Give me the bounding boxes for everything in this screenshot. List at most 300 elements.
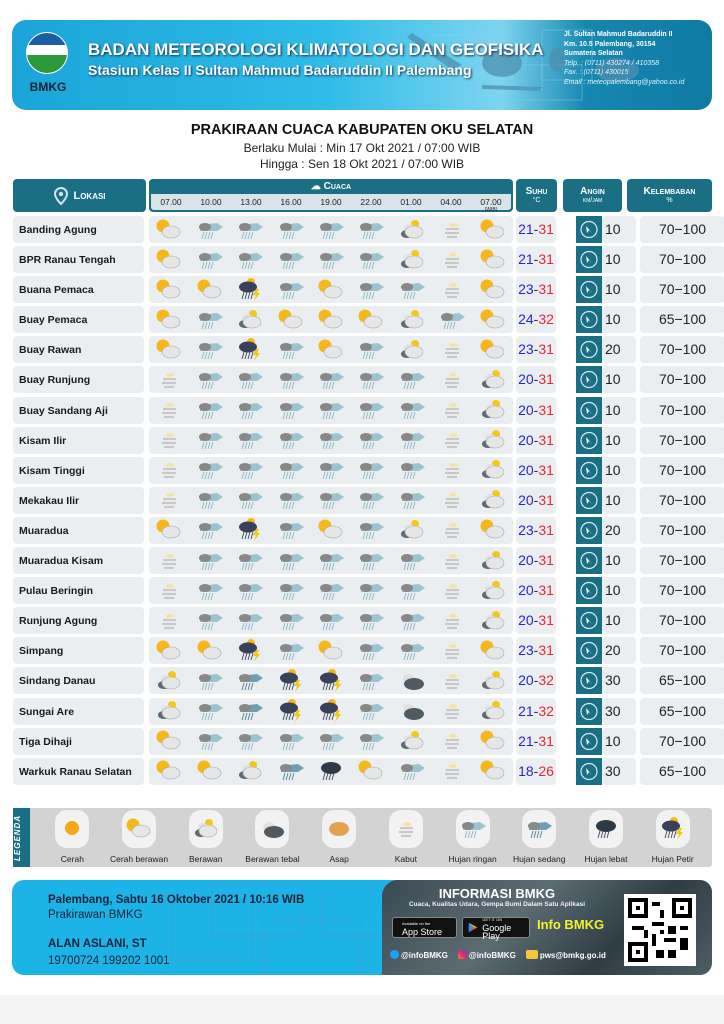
temperature-range <box>516 457 556 484</box>
light-rain-icon <box>392 457 432 483</box>
temp-separator: - <box>533 732 539 749</box>
light-rain-icon <box>270 277 310 303</box>
forecast-table <box>13 215 712 787</box>
legend-item <box>506 810 573 864</box>
wind-direction-icon <box>576 607 602 634</box>
light-rain-icon <box>230 427 270 453</box>
temp-max: 31 <box>538 612 554 629</box>
header-lokasi-label: Lokasi <box>73 189 106 202</box>
temp-min: 23 <box>518 281 534 298</box>
legend-label: Hujan ringan <box>448 854 497 864</box>
partly-cloudy-icon <box>473 758 513 784</box>
issued-date: Palembang, Sabtu 16 Oktober 2021 / 10:16 WIB <box>48 894 305 906</box>
fog-icon <box>432 578 472 604</box>
temp-min: 20 <box>518 401 534 418</box>
legend-item <box>106 810 173 864</box>
thunderstorm-icon <box>230 277 270 303</box>
wind-speed: 10 <box>602 457 636 484</box>
partly-cloudy-icon <box>149 277 189 303</box>
light-rain-icon <box>270 427 310 453</box>
partly-cloudy-icon <box>149 638 189 664</box>
cloudy-icon <box>392 307 432 333</box>
instagram-icon <box>458 950 467 959</box>
temperature-range <box>516 637 556 664</box>
legend-label: Kabut <box>394 854 417 864</box>
legend-item <box>306 810 373 864</box>
light-rain-icon <box>270 638 310 664</box>
address-line: Km. 10.5 Palembang, 30154 <box>564 40 656 48</box>
weather-cells <box>149 397 513 424</box>
app-store-button[interactable] <box>392 917 457 938</box>
light-rain-icon <box>351 427 391 453</box>
light-rain-icon <box>392 608 432 634</box>
legend-label: Cerah berawan <box>109 854 169 864</box>
light-rain-icon <box>311 367 351 393</box>
temperature-range <box>516 216 556 243</box>
table-row <box>13 245 712 275</box>
thunderstorm-icon <box>230 337 270 363</box>
light-rain-icon <box>230 728 270 754</box>
wind-direction-icon <box>576 427 602 454</box>
fax: Fax. : (0711) 430015 <box>564 69 629 76</box>
moderate-rain-icon <box>230 698 270 724</box>
light-rain-icon <box>189 427 229 453</box>
humidity: 70−100 <box>640 276 724 303</box>
wind-direction-icon <box>576 397 602 424</box>
time-slots <box>151 194 511 213</box>
time-slot-label: 22.00 <box>360 197 382 207</box>
table-row <box>13 697 712 727</box>
location-name: Buay Sandang Aji <box>13 397 144 424</box>
temp-max: 31 <box>538 461 554 478</box>
wind-direction-icon <box>576 547 602 574</box>
location-name: Buay Rawan <box>13 336 144 363</box>
wind-speed: 10 <box>602 728 636 755</box>
twitter-link[interactable] <box>390 950 448 960</box>
weather-icon: ☁ <box>310 181 324 192</box>
fog-icon <box>432 247 472 273</box>
time-slot-label: 07.00 <box>480 197 502 207</box>
temp-min: 20 <box>518 672 534 689</box>
light-rain-icon <box>270 247 310 273</box>
partly-cloudy-icon <box>311 277 351 303</box>
temperature-range <box>516 758 556 785</box>
humidity: 65−100 <box>640 306 724 333</box>
humidity: 70−100 <box>640 517 724 544</box>
temperature-range <box>516 698 556 725</box>
humidity: 70−100 <box>640 246 724 273</box>
temperature-range <box>516 336 556 363</box>
weather-cells <box>149 487 513 514</box>
light-rain-icon <box>351 337 391 363</box>
header-cuaca-label: Cuaca <box>323 181 352 192</box>
wind-direction-icon <box>576 577 602 604</box>
light-rain-icon <box>230 578 270 604</box>
fog-icon <box>149 397 189 423</box>
valid-to: Hingga : Sen 18 Okt 2021 / 07:00 WIB <box>259 157 465 171</box>
temp-separator: - <box>533 401 539 418</box>
header-kelembaban-unit: % <box>666 197 673 204</box>
instagram-link[interactable] <box>458 950 516 960</box>
google-play-button[interactable] <box>462 916 530 941</box>
wind-speed: 10 <box>602 366 636 393</box>
location-name: Mekakau Ilir <box>13 487 144 514</box>
humidity: 65−100 <box>640 667 724 694</box>
light-rain-icon <box>351 668 391 694</box>
temperature-range <box>516 577 556 604</box>
light-rain-icon <box>351 728 391 754</box>
fog-icon <box>432 638 472 664</box>
partly-cloudy-icon <box>473 638 513 664</box>
weather-cells <box>149 607 513 634</box>
header-cuaca-caption <box>149 179 513 194</box>
cloudy-icon <box>392 217 432 243</box>
light-rain-icon <box>270 397 310 423</box>
light-rain-icon <box>311 217 351 243</box>
humidity: 70−100 <box>640 728 724 755</box>
light-rain-icon <box>189 517 229 543</box>
google-play-icon <box>468 921 478 934</box>
google-play-small: GET IT ON <box>482 916 503 922</box>
thunderstorm-icon <box>656 810 690 848</box>
light-rain-icon <box>189 728 229 754</box>
twitter-handle: @infoBMKG <box>401 951 448 960</box>
legend-item <box>172 810 239 864</box>
light-rain-icon <box>189 217 229 243</box>
report-title: PRAKIRAAN CUACA KABUPATEN OKU SELATAN <box>190 122 534 138</box>
temp-separator: - <box>533 521 539 538</box>
light-rain-icon <box>270 217 310 243</box>
weather-cells <box>149 276 513 303</box>
location-name: Kisam Ilir <box>13 427 144 454</box>
location-name: BPR Ranau Tengah <box>13 246 144 273</box>
temp-max: 32 <box>538 672 554 689</box>
fog-icon <box>149 367 189 393</box>
thunderstorm-icon <box>230 638 270 664</box>
light-rain-icon <box>351 397 391 423</box>
temp-min: 21 <box>518 221 534 237</box>
light-rain-icon <box>189 578 229 604</box>
info-bmkg-app-name: Info BMKG <box>537 917 605 932</box>
partly-cloudy-icon <box>149 728 189 754</box>
location-name: Tiga Dihaji <box>13 728 144 755</box>
cloudy-icon <box>392 247 432 273</box>
light-rain-icon <box>270 367 310 393</box>
partly-cloudy-icon <box>149 517 189 543</box>
temp-separator: - <box>533 281 539 298</box>
light-rain-icon <box>351 367 391 393</box>
wind-speed: 10 <box>602 306 636 333</box>
location-name: Pulau Beringin <box>13 577 144 604</box>
weather-cells <box>149 306 513 333</box>
temp-max: 26 <box>538 762 554 779</box>
partly-cloudy-icon <box>270 307 310 333</box>
table-row <box>13 757 712 787</box>
light-rain-icon <box>270 457 310 483</box>
temp-max: 31 <box>538 582 554 599</box>
temp-max: 31 <box>538 281 554 298</box>
time-slot-label: 10.00 <box>200 197 222 207</box>
temperature-range <box>516 607 556 634</box>
humidity: 70−100 <box>640 577 724 604</box>
table-row <box>13 486 712 516</box>
partly-cloudy-icon <box>189 638 229 664</box>
wind-direction-icon <box>576 246 602 273</box>
weather-cells <box>149 637 513 664</box>
fog-icon <box>432 608 472 634</box>
time-slot <box>471 194 511 213</box>
wind-direction-icon <box>576 306 602 333</box>
table-row <box>13 215 712 245</box>
temp-min: 20 <box>518 491 534 508</box>
location-name: Sungai Are <box>13 698 144 725</box>
legend-item <box>39 810 106 864</box>
header-banner <box>12 20 712 110</box>
fog-icon <box>432 217 472 243</box>
thunderstorm-icon <box>311 698 351 724</box>
partly-cloudy-icon <box>311 517 351 543</box>
temp-separator: - <box>533 311 539 328</box>
info-title: INFORMASI BMKG <box>438 886 556 901</box>
fog-icon <box>432 277 472 303</box>
temp-min: 21 <box>518 251 534 268</box>
location-name: Buay Pemaca <box>13 306 144 333</box>
partly-cloudy-icon <box>473 217 513 243</box>
wind-direction-icon <box>576 637 602 664</box>
temp-min: 21 <box>518 702 534 719</box>
location-name: Buana Pemaca <box>13 276 144 303</box>
info-bmkg-panel <box>382 880 712 975</box>
instagram-handle: @infoBMKG <box>468 951 516 960</box>
legend-label: Hujan sedang <box>513 854 566 864</box>
weather-cells <box>149 728 513 755</box>
temp-min: 20 <box>518 552 534 569</box>
wind-speed: 10 <box>602 607 636 634</box>
light-rain-icon <box>189 367 229 393</box>
wind-speed: 10 <box>602 427 636 454</box>
forecaster-role: Prakirawan BMKG <box>48 909 143 921</box>
cloudy-icon <box>473 397 513 423</box>
light-rain-icon <box>270 608 310 634</box>
light-rain-icon <box>311 608 351 634</box>
temp-separator: - <box>533 762 539 779</box>
temperature-range <box>516 306 556 333</box>
header-suhu-unit: °C <box>532 197 541 204</box>
email-link[interactable] <box>526 950 606 960</box>
location-name: Runjung Agung <box>13 607 144 634</box>
fog-icon <box>432 698 472 724</box>
humidity: 70−100 <box>640 607 724 634</box>
temp-min: 23 <box>518 341 534 358</box>
header-angin-unit: km/jam <box>582 197 603 204</box>
light-rain-icon <box>189 608 229 634</box>
fog-icon <box>432 367 472 393</box>
light-rain-icon <box>351 247 391 273</box>
light-rain-icon <box>456 810 490 848</box>
light-rain-icon <box>189 487 229 513</box>
temp-separator: - <box>533 672 539 689</box>
light-rain-icon <box>311 728 351 754</box>
table-row <box>13 305 712 335</box>
light-rain-icon <box>270 517 310 543</box>
bmkg-logo-text: BMKG <box>29 80 67 94</box>
temp-separator: - <box>533 431 539 448</box>
qr-code[interactable] <box>624 894 696 966</box>
fog-icon <box>149 427 189 453</box>
legend-label: Berawan <box>188 854 223 864</box>
temperature-range <box>516 487 556 514</box>
cloudy-icon <box>473 487 513 513</box>
wind-speed: 10 <box>602 547 636 574</box>
thunderstorm-icon <box>311 668 351 694</box>
light-rain-icon <box>311 578 351 604</box>
wind-speed: 10 <box>602 397 636 424</box>
wind-speed: 30 <box>602 758 636 785</box>
wind-direction-icon <box>576 216 602 243</box>
light-rain-icon <box>189 668 229 694</box>
wind-direction-icon <box>576 457 602 484</box>
temp-min: 20 <box>518 371 534 388</box>
temp-max: 32 <box>538 311 554 328</box>
cloudy-icon <box>473 578 513 604</box>
overcast-icon <box>255 810 289 848</box>
fog-icon <box>149 487 189 513</box>
legend-item <box>439 810 506 864</box>
temp-separator: - <box>533 552 539 569</box>
info-subtitle: Cuaca, Kualitas Udara, Gempa Bumi Dalam Satu Aplikasi <box>408 901 586 908</box>
humidity: 70−100 <box>640 457 724 484</box>
header-suhu <box>516 179 557 212</box>
humidity: 70−100 <box>640 336 724 363</box>
cloudy-icon <box>149 698 189 724</box>
cloudy-icon <box>392 517 432 543</box>
location-name: Simpang <box>13 637 144 664</box>
wind-speed: 20 <box>602 517 636 544</box>
fog-icon <box>432 457 472 483</box>
forecaster-nip: 19700724 199202 1001 <box>48 955 170 967</box>
header-kelembaban-label: Kelembaban <box>643 186 696 197</box>
light-rain-icon <box>392 367 432 393</box>
partly-cloudy-icon <box>473 728 513 754</box>
cloudy-icon <box>189 810 223 848</box>
location-name: Kisam Tinggi <box>13 457 144 484</box>
app-store-text <box>402 920 442 936</box>
cloudy-icon <box>473 457 513 483</box>
legend-item <box>239 810 306 864</box>
temp-min: 23 <box>518 642 534 659</box>
light-rain-icon <box>351 277 391 303</box>
light-rain-icon <box>392 638 432 664</box>
fog-icon <box>389 810 423 848</box>
weather-cells <box>149 366 513 393</box>
cloudy-icon <box>473 668 513 694</box>
header-kelembaban <box>627 179 712 212</box>
light-rain-icon <box>311 427 351 453</box>
moderate-rain-icon <box>230 668 270 694</box>
light-rain-icon <box>311 548 351 574</box>
partly-cloudy-icon <box>122 810 156 848</box>
temperature-range <box>516 728 556 755</box>
light-rain-icon <box>230 548 270 574</box>
light-rain-icon <box>189 247 229 273</box>
valid-from: Berlaku Mulai : Min 17 Okt 2021 / 07:00 WIB <box>243 141 481 155</box>
light-rain-icon <box>351 457 391 483</box>
wind-direction-icon <box>576 366 602 393</box>
moderate-rain-icon <box>270 758 310 784</box>
temperature-range <box>516 427 556 454</box>
bmkg-logo-emblem <box>26 32 68 74</box>
overcast-icon <box>392 698 432 724</box>
address-line: Jl. Sultan Mahmud Badaruddin II <box>564 31 673 38</box>
fog-icon <box>149 578 189 604</box>
forecaster-name: ALAN ASLANI, ST <box>48 938 147 950</box>
wind-direction-icon <box>576 667 602 694</box>
light-rain-icon <box>189 397 229 423</box>
fog-icon <box>149 457 189 483</box>
partly-cloudy-icon <box>473 517 513 543</box>
light-rain-icon <box>351 217 391 243</box>
temp-min: 20 <box>518 461 534 478</box>
google-play-label: Google Play <box>482 922 512 941</box>
time-slot-label: 13.00 <box>240 197 262 207</box>
humidity: 70−100 <box>640 487 724 514</box>
temp-min: 20 <box>518 431 534 448</box>
light-rain-icon <box>351 638 391 664</box>
weather-cells <box>149 216 513 243</box>
telp: Telp. : (0711) 430274 / 410358 <box>564 59 659 67</box>
mail-icon <box>526 950 538 959</box>
heavy-rain-icon <box>311 758 351 784</box>
time-slot-label: 01.00 <box>400 197 422 207</box>
partly-cloudy-icon <box>473 307 513 333</box>
light-rain-icon <box>392 758 432 784</box>
wind-speed: 10 <box>602 276 636 303</box>
bmkg-logo <box>26 32 70 102</box>
light-rain-icon <box>230 608 270 634</box>
light-rain-icon <box>351 578 391 604</box>
light-rain-icon <box>311 457 351 483</box>
weather-cells <box>149 427 513 454</box>
fog-icon <box>432 758 472 784</box>
weather-cells <box>149 336 513 363</box>
station-subtitle: Stasiun Kelas II Sultan Mahmud Badaruddin II Palembang <box>88 62 472 78</box>
temp-separator: - <box>533 251 539 268</box>
header-cuaca <box>149 179 513 212</box>
light-rain-icon <box>351 517 391 543</box>
wind-direction-icon <box>576 517 602 544</box>
humidity: 65−100 <box>640 758 724 785</box>
light-rain-icon <box>392 397 432 423</box>
light-rain-icon <box>189 307 229 333</box>
heavy-rain-icon <box>589 810 623 848</box>
temp-separator: - <box>533 612 539 629</box>
table-row <box>13 606 712 636</box>
wind-speed: 20 <box>602 637 636 664</box>
sunny-icon <box>55 810 89 848</box>
weather-cells <box>149 547 513 574</box>
light-rain-icon <box>432 307 472 333</box>
location-name: Warkuk Ranau Selatan <box>13 758 144 785</box>
social-links <box>390 950 606 960</box>
cloudy-icon <box>230 758 270 784</box>
temp-separator: - <box>533 371 539 388</box>
cloudy-icon <box>473 548 513 574</box>
light-rain-icon <box>351 608 391 634</box>
temperature-range <box>516 667 556 694</box>
wind-speed: 10 <box>602 246 636 273</box>
thunderstorm-icon <box>270 698 310 724</box>
table-row <box>13 576 712 606</box>
